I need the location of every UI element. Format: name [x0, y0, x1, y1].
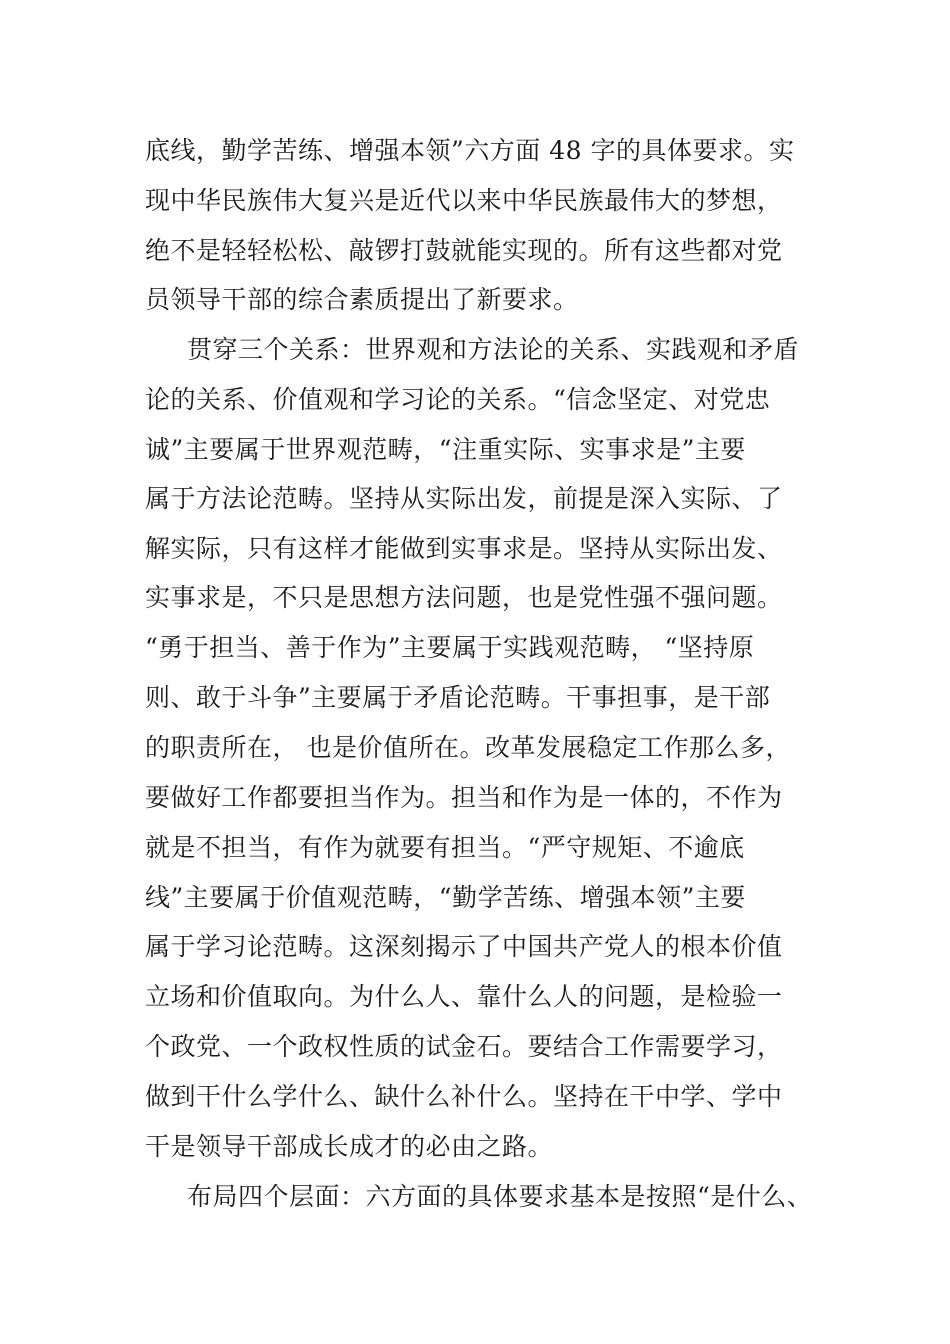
text-line: 属于学习论范畴。这深刻揭示了中国共产党人的根本价值 [145, 932, 783, 961]
text-line: 则、敢于斗争”主要属于矛盾论范畴。干事担事，是干部 [145, 683, 771, 712]
text-line: 就是不担当，有作为就要有担当。“严守规矩、不逾底 [145, 833, 745, 862]
text-line: 论的关系、价值观和学习论的关系。“信念坚定、对党忠 [145, 385, 771, 414]
text-line: 的职责所在， 也是价值所在。改革发展稳定工作那么多， [145, 733, 791, 762]
text-line: 绝不是轻轻松松、敲锣打鼓就能实现的。所有这些都对党 [145, 236, 783, 265]
text-line: 底线，勤学苦练、增强本领”六方面 48 字的具体要求。实 [145, 136, 795, 165]
text-line: 员领导干部的综合素质提出了新要求。 [145, 285, 579, 314]
text-line: 做到干什么学什么、缺什么补什么。坚持在干中学、学中 [145, 1082, 783, 1111]
paragraph-start-line: 贯穿三个关系：世界观和方法论的关系、实践观和矛盾 [187, 335, 800, 364]
text-line: 个政党、一个政权性质的试金石。要结合工作需要学习， [145, 1032, 783, 1061]
text-line: 诚”主要属于世界观范畴，“注重实际、实事求是”主要 [145, 435, 746, 464]
text-line: 实事求是，不只是思想方法问题，也是党性强不强问题。 [145, 583, 783, 612]
text-line: 现中华民族伟大复兴是近代以来中华民族最伟大的梦想， [145, 186, 783, 215]
text-line: 解实际，只有这样才能做到实事求是。坚持从实际出发、 [145, 534, 783, 563]
text-line: 要做好工作都要担当作为。担当和作为是一体的，不作为 [145, 783, 783, 812]
text-line: “勇于担当、善于作为”主要属于实践观范畴， “坚持原 [145, 633, 755, 662]
text-line: 立场和价值取向。为什么人、靠什么人的问题，是检验一 [145, 982, 783, 1011]
text-line: 干是领导干部成长成才的必由之路。 [145, 1132, 554, 1161]
paragraph-start-line: 布局四个层面：六方面的具体要求基本是按照“是什么、 [187, 1182, 813, 1211]
text-line: 线”主要属于价值观范畴，“勤学苦练、增强本领”主要 [145, 883, 746, 912]
text-line: 属于方法论范畴。坚持从实际出发，前提是深入实际、了 [145, 484, 783, 513]
